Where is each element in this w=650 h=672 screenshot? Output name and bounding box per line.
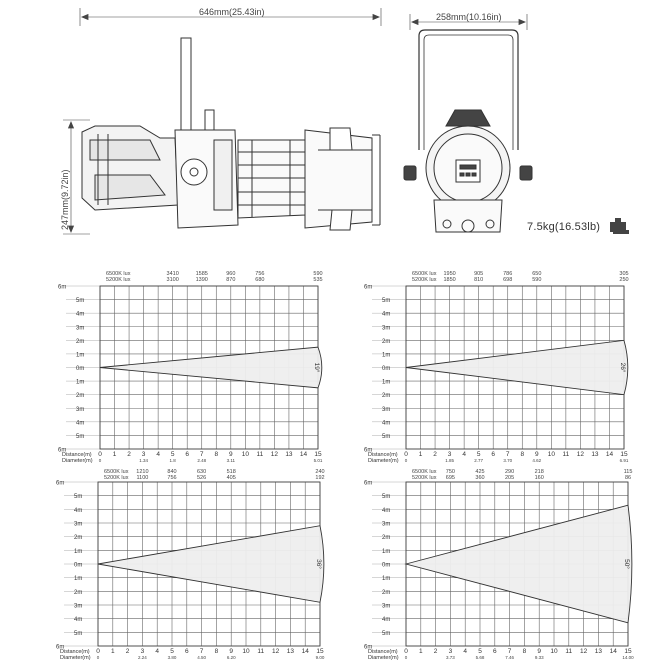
lux-6500k-value: 3410	[166, 271, 179, 277]
lux-6500k-value: 240	[315, 469, 325, 475]
x-tick-label: 14	[299, 451, 308, 458]
x-tick-label: 8	[522, 648, 527, 655]
lux-6500k-label: 6500K lux	[104, 469, 129, 475]
x-tick-label: 10	[547, 451, 555, 458]
lux-5200k-value: 192	[315, 475, 325, 481]
diameter-value: 0	[404, 458, 408, 463]
diameter-value: 4.50	[197, 655, 206, 660]
lux-6500k-value: 960	[226, 271, 236, 277]
x-tick-label: 12	[270, 451, 279, 458]
lux-6500k-value: 518	[226, 469, 236, 475]
y-tick-label: 3m	[382, 325, 391, 332]
y-tick-label: 3m	[382, 521, 391, 528]
side-view-drawing	[82, 38, 380, 230]
lux-6500k-label: 6500K lux	[412, 271, 437, 277]
y-tick-label: 1m	[76, 352, 85, 359]
diameter-value: 3.70	[503, 458, 513, 463]
lux-5200k-value: 86	[624, 475, 632, 481]
y-tick-label: 5m	[382, 630, 391, 637]
diameter-value: 5.01	[313, 458, 323, 463]
lux-5200k-value: 205	[505, 475, 515, 481]
y-tick-label: 1m	[74, 548, 83, 555]
y-tick-label: 5m	[382, 494, 391, 501]
y-tick-label: 2m	[76, 338, 85, 345]
x-tick-label: 1	[110, 648, 115, 655]
lux-5200k-value: 160	[534, 475, 544, 481]
lux-5200k-value: 1100	[136, 475, 149, 481]
y-tick-label: 5m	[76, 433, 85, 440]
lux-6500k-value: 1950	[443, 271, 456, 277]
x-tick-label: 12	[271, 648, 280, 655]
lux-6500k-value: 590	[313, 271, 323, 277]
front-view-drawing	[404, 30, 532, 232]
y-tick-label: 4m	[382, 420, 391, 427]
y-tick-label: 0m	[76, 366, 85, 372]
lux-5200k-value: 360	[475, 475, 485, 481]
diameter-value: 9.33	[534, 655, 544, 660]
lux-6500k-value: 218	[534, 469, 544, 475]
lux-6500k-value: 840	[167, 469, 177, 475]
lux-5200k-value: 810	[474, 277, 484, 283]
beam-cone	[406, 340, 628, 394]
y-tick-label: 5m	[74, 494, 83, 501]
y-tick-label: 6m	[364, 480, 373, 487]
length-dimension-label: 646mm(25.43in)	[199, 7, 265, 17]
y-tick-label: 2m	[74, 589, 83, 596]
x-tick-label: 0	[96, 648, 100, 655]
x-tick-label: 5	[170, 451, 175, 458]
lux-5200k-value: 405	[226, 475, 236, 481]
beam-chart-36deg	[32, 468, 332, 668]
y-tick-label: 1m	[382, 352, 391, 359]
lux-5200k-value: 250	[619, 277, 629, 283]
y-tick-label: 6m	[58, 447, 67, 454]
distance-label: Distance(m)	[368, 649, 398, 655]
y-tick-label: 3m	[74, 521, 83, 528]
distance-label: Distance(m)	[368, 452, 398, 458]
y-tick-label: 3m	[382, 406, 391, 413]
diameter-value: 1.85	[445, 458, 454, 463]
lux-6500k-value: 115	[623, 469, 633, 475]
lux-5200k-label: 5200K lux	[106, 277, 131, 283]
y-tick-label: 2m	[74, 535, 83, 542]
x-tick-label: 0	[404, 451, 408, 458]
beam-chart-19deg	[32, 270, 332, 466]
y-tick-label: 4m	[382, 311, 391, 318]
x-tick-label: 2	[433, 451, 437, 458]
y-tick-label: 5m	[382, 298, 391, 305]
diameter-value: 3.80	[167, 655, 177, 660]
y-tick-label: 0m	[74, 562, 83, 569]
y-tick-label: 1m	[74, 576, 83, 583]
weight-icon	[610, 218, 629, 234]
x-tick-label: 9	[228, 451, 233, 458]
x-tick-label: 7	[505, 451, 510, 458]
x-tick-label: 7	[199, 648, 204, 655]
y-tick-label: 1m	[76, 379, 85, 386]
x-tick-label: 3	[140, 648, 145, 655]
x-tick-label: 2	[125, 648, 130, 655]
lux-6500k-value: 756	[255, 271, 265, 277]
lux-5200k-value: 870	[226, 277, 236, 283]
x-tick-label: 13	[591, 451, 599, 458]
x-tick-label: 6	[184, 648, 189, 655]
x-tick-label: 5	[478, 648, 482, 655]
x-tick-label: 13	[286, 648, 295, 655]
y-tick-label: 3m	[76, 325, 85, 332]
height-dimension-label: 247mm(9.72in)	[60, 169, 70, 230]
diameter-value: 5.68	[475, 655, 485, 660]
diameter-label: Diameter(m)	[368, 655, 399, 661]
x-tick-label: 5	[170, 648, 174, 655]
x-tick-label: 11	[257, 648, 265, 655]
diameter-value: 2.77	[474, 458, 484, 463]
y-tick-label: 1m	[382, 548, 391, 555]
x-tick-label: 10	[550, 648, 558, 655]
diameter-value: 4.62	[532, 458, 542, 463]
x-tick-label: 13	[285, 451, 293, 458]
beam-cone	[98, 526, 324, 603]
lux-5200k-value: 1390	[195, 277, 208, 283]
y-tick-label: 5m	[76, 298, 85, 305]
lux-6500k-value: 630	[197, 469, 207, 475]
beam-angle-label: 36°	[315, 559, 322, 569]
y-tick-label: 4m	[382, 507, 391, 514]
weight-label: 7.5kg(16.53lb)	[527, 221, 601, 233]
x-tick-label: 11	[256, 451, 264, 458]
lux-6500k-value: 750	[445, 469, 455, 475]
x-tick-label: 8	[214, 451, 219, 458]
y-tick-label: 5m	[74, 630, 83, 637]
x-tick-label: 15	[316, 648, 324, 655]
diameter-value: 3.11	[226, 458, 236, 463]
y-tick-label: 2m	[382, 589, 391, 596]
diameter-value: 2.48	[197, 458, 207, 463]
lux-6500k-value: 650	[532, 271, 542, 277]
diameter-value: 1.8	[169, 458, 176, 463]
y-tick-label: 1m	[382, 576, 391, 583]
diameter-value: 14.00	[622, 655, 634, 660]
x-tick-label: 7	[199, 451, 204, 458]
beam-chart-26deg	[340, 270, 640, 466]
lux-5200k-value: 1850	[443, 277, 456, 283]
x-tick-label: 2	[433, 648, 438, 655]
x-tick-label: 14	[301, 648, 309, 655]
y-tick-label: 6m	[56, 480, 65, 487]
x-tick-label: 4	[156, 451, 160, 458]
y-tick-label: 2m	[76, 393, 85, 400]
diameter-label: Diameter(m)	[368, 458, 399, 464]
x-tick-label: 8	[214, 648, 219, 655]
beam-angle-label: 19°	[313, 362, 320, 373]
y-tick-label: 4m	[382, 617, 391, 624]
lux-5200k-value: 695	[445, 475, 455, 481]
beam-chart-50deg	[340, 468, 640, 668]
x-tick-label: 10	[242, 648, 250, 655]
x-tick-label: 13	[594, 648, 603, 655]
x-tick-label: 14	[605, 451, 614, 458]
x-tick-label: 3	[448, 648, 453, 655]
beam-cone	[100, 347, 322, 388]
diameter-value: 3.73	[446, 655, 455, 660]
x-tick-label: 8	[520, 451, 525, 458]
x-tick-label: 15	[624, 648, 632, 655]
x-tick-label: 11	[562, 451, 570, 458]
lux-6500k-value: 1585	[195, 271, 208, 277]
width-dimension-label: 258mm(10.16in)	[436, 12, 502, 22]
y-tick-label: 6m	[364, 644, 373, 651]
lux-5200k-value: 698	[503, 277, 513, 283]
x-tick-label: 1	[418, 451, 423, 458]
lux-6500k-label: 6500K lux	[106, 271, 131, 277]
x-tick-label: 0	[98, 451, 102, 458]
x-tick-label: 2	[127, 451, 131, 458]
lux-6500k-value: 425	[475, 469, 485, 475]
lux-5200k-value: 526	[197, 475, 207, 481]
lux-6500k-value: 305	[619, 271, 629, 277]
y-tick-label: 6m	[58, 284, 67, 291]
x-tick-label: 9	[229, 648, 234, 655]
lux-5200k-value: 680	[255, 277, 265, 283]
lux-5200k-value: 3100	[166, 277, 179, 283]
x-tick-label: 6	[491, 451, 496, 458]
beam-angle-label: 26°	[619, 362, 626, 373]
y-tick-label: 2m	[382, 338, 391, 345]
x-tick-label: 3	[141, 451, 146, 458]
lux-6500k-value: 786	[503, 271, 513, 277]
x-tick-label: 15	[314, 451, 322, 458]
lux-5200k-value: 535	[313, 277, 323, 283]
distance-label: Distance(m)	[60, 649, 90, 655]
y-tick-label: 1m	[382, 379, 391, 386]
diameter-label: Diameter(m)	[60, 655, 91, 661]
lux-5200k-value: 756	[167, 475, 177, 481]
x-tick-label: 9	[534, 451, 539, 458]
x-tick-label: 11	[565, 648, 573, 655]
x-tick-label: 5	[476, 451, 481, 458]
x-tick-label: 0	[404, 648, 408, 655]
y-tick-label: 0m	[382, 366, 391, 372]
x-tick-label: 6	[492, 648, 497, 655]
lux-6500k-value: 1210	[136, 469, 149, 475]
x-tick-label: 1	[418, 648, 423, 655]
y-tick-label: 4m	[76, 420, 85, 427]
x-tick-label: 14	[609, 648, 617, 655]
x-tick-label: 15	[620, 451, 628, 458]
y-tick-label: 3m	[76, 406, 85, 413]
y-tick-label: 0m	[382, 562, 391, 569]
x-tick-label: 9	[537, 648, 542, 655]
x-tick-label: 10	[241, 451, 249, 458]
x-tick-label: 12	[579, 648, 588, 655]
x-tick-label: 4	[155, 648, 160, 655]
y-tick-label: 3m	[382, 603, 391, 610]
y-tick-label: 4m	[74, 617, 83, 624]
diameter-value: 0	[96, 655, 100, 660]
y-tick-label: 6m	[56, 644, 65, 651]
x-tick-label: 4	[463, 648, 468, 655]
diameter-value: 6.91	[619, 458, 629, 463]
distance-label: Distance(m)	[62, 452, 92, 458]
y-tick-label: 2m	[382, 393, 391, 400]
x-tick-label: 6	[185, 451, 190, 458]
beam-angle-label: 50°	[623, 559, 630, 569]
diameter-label: Diameter(m)	[62, 458, 93, 464]
y-tick-label: 4m	[74, 507, 83, 514]
diameter-value: 0	[98, 458, 102, 463]
y-tick-label: 3m	[74, 603, 83, 610]
diameter-value: 2.24	[138, 655, 147, 660]
y-tick-label: 2m	[382, 535, 391, 542]
x-tick-label: 1	[112, 451, 117, 458]
y-tick-label: 6m	[364, 284, 373, 291]
lux-6500k-value: 905	[474, 271, 484, 277]
y-tick-label: 6m	[364, 447, 373, 454]
y-tick-label: 4m	[76, 311, 85, 318]
diameter-value: 9.00	[315, 655, 325, 660]
diameter-value: 1.34	[139, 458, 148, 463]
diameter-value: 0	[404, 655, 408, 660]
lux-5200k-value: 590	[532, 277, 542, 283]
x-tick-label: 12	[576, 451, 585, 458]
diameter-value: 6.20	[226, 655, 236, 660]
x-tick-label: 4	[462, 451, 466, 458]
x-tick-label: 3	[447, 451, 452, 458]
lux-5200k-label: 5200K lux	[412, 475, 437, 481]
x-tick-label: 7	[507, 648, 512, 655]
lux-6500k-label: 6500K lux	[412, 469, 437, 475]
lux-6500k-value: 290	[505, 469, 515, 475]
y-tick-label: 5m	[382, 433, 391, 440]
lux-5200k-label: 5200K lux	[104, 475, 129, 481]
diameter-value: 7.46	[505, 655, 514, 660]
lux-5200k-label: 5200K lux	[412, 277, 437, 283]
